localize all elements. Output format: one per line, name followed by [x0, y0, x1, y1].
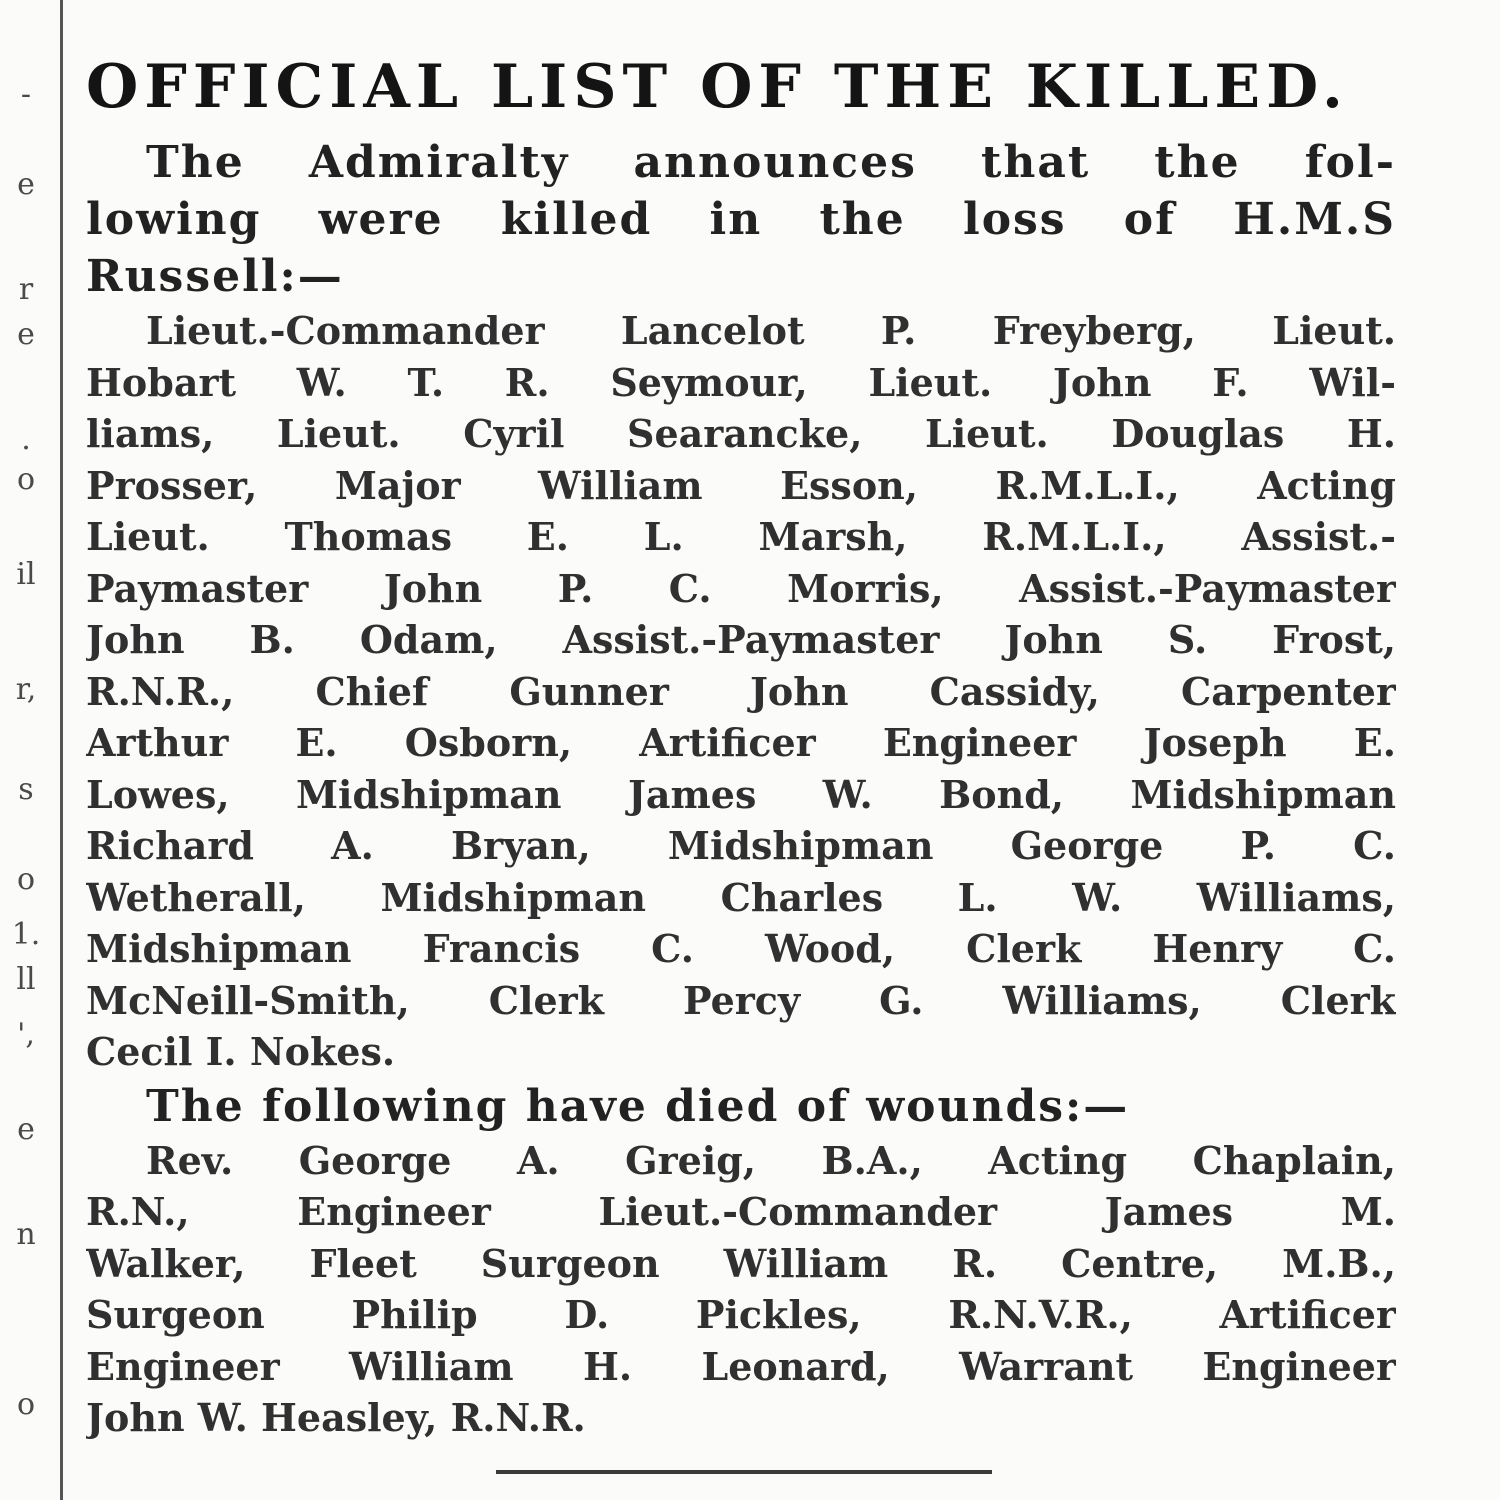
fragment: o: [16, 1387, 36, 1422]
list-line: Lieut.-Commander Lancelot P. Freyberg, Lieut.: [146, 308, 1396, 353]
list-line: Cecil I. Nokes.: [86, 1029, 396, 1074]
fragment: .: [21, 422, 31, 457]
killed-list: [86, 305, 1396, 1078]
fragment: s: [18, 772, 34, 807]
list-line: Midshipman Francis C. Wood, Clerk Henry C.: [86, 926, 1396, 971]
list-line: Lowes, Midshipman James W. Bond, Midshipman: [86, 771, 1396, 817]
list-line: John B. Odam, Assist.-Paymaster John S. Frost,: [86, 617, 1396, 662]
list-line: Rev. George A. Greig, B.A., Acting Chaplain,: [146, 1137, 1396, 1183]
list-line: John W. Heasley, R.N.R.: [86, 1395, 586, 1440]
list-line: McNeill-Smith, Clerk Percy G. Williams, Clerk: [86, 977, 1396, 1023]
list-line: Wetherall, Midshipman Charles L. W. Williams,: [86, 874, 1396, 920]
fragment: e: [17, 317, 35, 352]
list-line: Richard A. Bryan, Midshipman George P. C.: [86, 823, 1396, 868]
fragment: o: [16, 462, 36, 497]
list-line: Arthur E. Osborn, Artificer Engineer Joseph E.: [86, 720, 1396, 765]
fragment: e: [17, 167, 35, 202]
fragment: 1.: [11, 917, 41, 952]
fragment: r,: [15, 672, 37, 707]
article: [86, 40, 1396, 1444]
intro-line: The Admiralty announces that the fol-: [146, 137, 1396, 188]
column-rule: [60, 0, 63, 1500]
fragment: o: [16, 862, 36, 897]
intro-paragraph: [86, 134, 1396, 305]
headline: OFFICIAL LIST OF THE KILLED.: [86, 52, 1349, 122]
list-line: Prosser, Major William Esson, R.M.L.I., Acting: [86, 462, 1396, 508]
fragment: e: [17, 1112, 35, 1147]
fragment: ll: [16, 962, 36, 997]
list-line: R.N.R., Chief Gunner John Cassidy, Carpenter: [86, 668, 1396, 714]
fragment: ',: [17, 1017, 35, 1052]
list-line: Paymaster John P. C. Morris, Assist.-Paymaster: [86, 565, 1396, 611]
fragment: r: [18, 272, 34, 307]
list-line: liams, Lieut. Cyril Searancke, Lieut. Douglas H.: [86, 411, 1396, 456]
fragment: n: [16, 1217, 36, 1252]
end-rule: [496, 1470, 992, 1474]
fragment: il: [16, 557, 36, 592]
list-line: Engineer William H. Leonard, Warrant Engineer: [86, 1343, 1396, 1389]
wounds-heading: The following have died of wounds:—: [146, 1080, 1130, 1132]
fragment: -: [20, 77, 32, 112]
intro-line: lowing were killed in the loss of H.M.S: [86, 194, 1396, 245]
list-line: Walker, Fleet Surgeon William R. Centre, M.B.,: [86, 1240, 1396, 1286]
wounds-section: [86, 1078, 1396, 1444]
intro-line: Russell:—: [86, 251, 344, 302]
list-line: Surgeon Philip D. Pickles, R.N.V.R., Artificer: [86, 1292, 1396, 1337]
list-line: Lieut. Thomas E. L. Marsh, R.M.L.I., Assist.-: [86, 514, 1396, 559]
list-line: Hobart W. T. R. Seymour, Lieut. John F. Wil-: [86, 359, 1396, 405]
list-line: R.N., Engineer Lieut.-Commander James M.: [86, 1189, 1396, 1234]
